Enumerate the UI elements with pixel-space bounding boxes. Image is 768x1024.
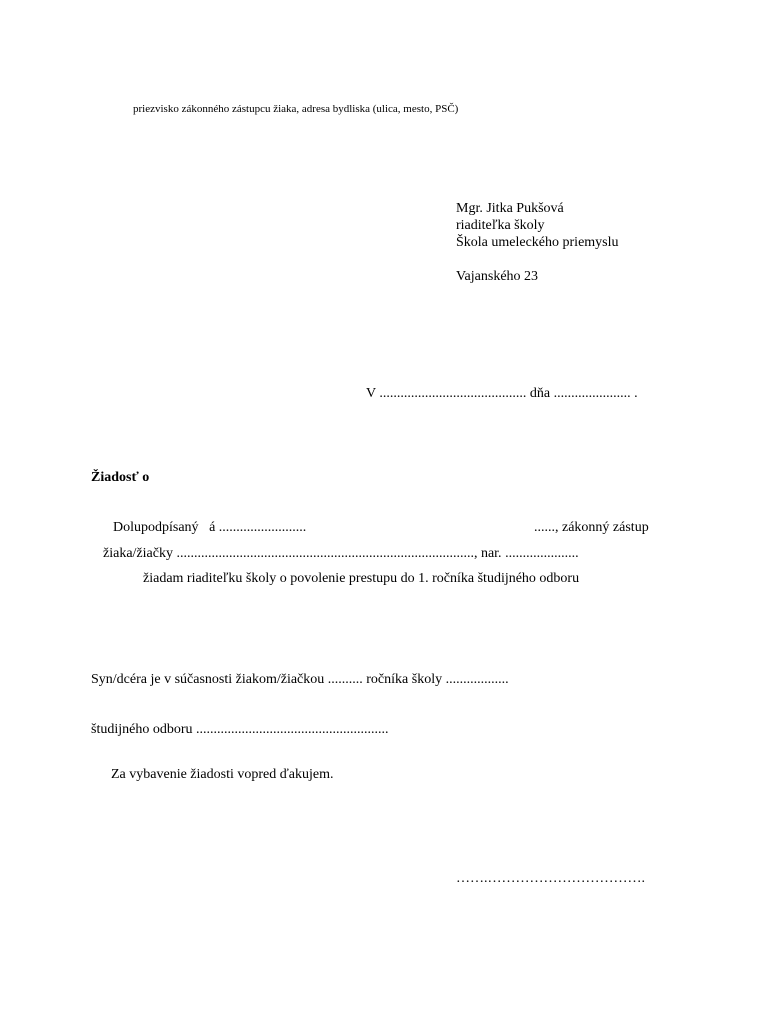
details-line-2 bbox=[91, 721, 389, 738]
closing-thanks: Za vybavenie žiadosti vopred ďakujem. bbox=[111, 767, 334, 782]
body-line-2 bbox=[103, 545, 579, 562]
recipient-role: riaditeľka školy bbox=[456, 218, 545, 233]
recipient-name: Mgr. Jitka Pukšová bbox=[456, 201, 564, 216]
legal-representative-text: ......, zákonný zástup bbox=[534, 520, 649, 535]
born-label: , nar. bbox=[473, 546, 502, 561]
undersigned-suffix: á bbox=[209, 520, 216, 535]
details-line-1 bbox=[91, 671, 509, 688]
undersigned-name-blank[interactable]: ......................... bbox=[218, 520, 307, 535]
date-prefix: dňa bbox=[529, 386, 551, 401]
date-blank[interactable]: ...................... bbox=[553, 386, 631, 401]
grade-school-label: ročníka školy bbox=[366, 672, 443, 687]
student-name-blank[interactable]: ..................................................................................... bbox=[176, 546, 474, 561]
body-line-1 bbox=[113, 519, 306, 536]
student-label: žiaka/žiačky bbox=[103, 546, 173, 561]
subject-title: Žiadosť o bbox=[91, 470, 150, 485]
undersigned-label: Dolupodpísaný bbox=[113, 520, 199, 535]
recipient-street: Vajanského 23 bbox=[456, 269, 539, 284]
current-status-label: Syn/dcéra je v súčasnosti žiakom/žiačkou bbox=[91, 672, 325, 687]
study-field-blank[interactable]: ....................................................... bbox=[196, 722, 389, 737]
body-line-3: žiadam riaditeľku školy o povolenie prestupu do 1. ročníka študijného odboru bbox=[143, 571, 580, 586]
birth-date-blank[interactable]: ..................... bbox=[505, 546, 579, 561]
place-prefix: V bbox=[366, 386, 376, 401]
place-blank[interactable]: .......................................... bbox=[379, 386, 527, 401]
signature-line[interactable]: …….……………………………. bbox=[456, 871, 645, 886]
grade-blank[interactable]: .......... bbox=[327, 672, 363, 687]
place-date-end: . bbox=[634, 386, 638, 401]
place-date-line bbox=[366, 385, 638, 402]
sender-caption: priezvisko zákonného zástupcu žiaka, adresa bydliska (ulica, mesto, PSČ) bbox=[133, 103, 459, 115]
school-blank[interactable]: .................. bbox=[445, 672, 509, 687]
study-field-label: študijného odboru bbox=[91, 722, 193, 737]
recipient-school: Škola umeleckého priemyslu bbox=[456, 235, 619, 250]
